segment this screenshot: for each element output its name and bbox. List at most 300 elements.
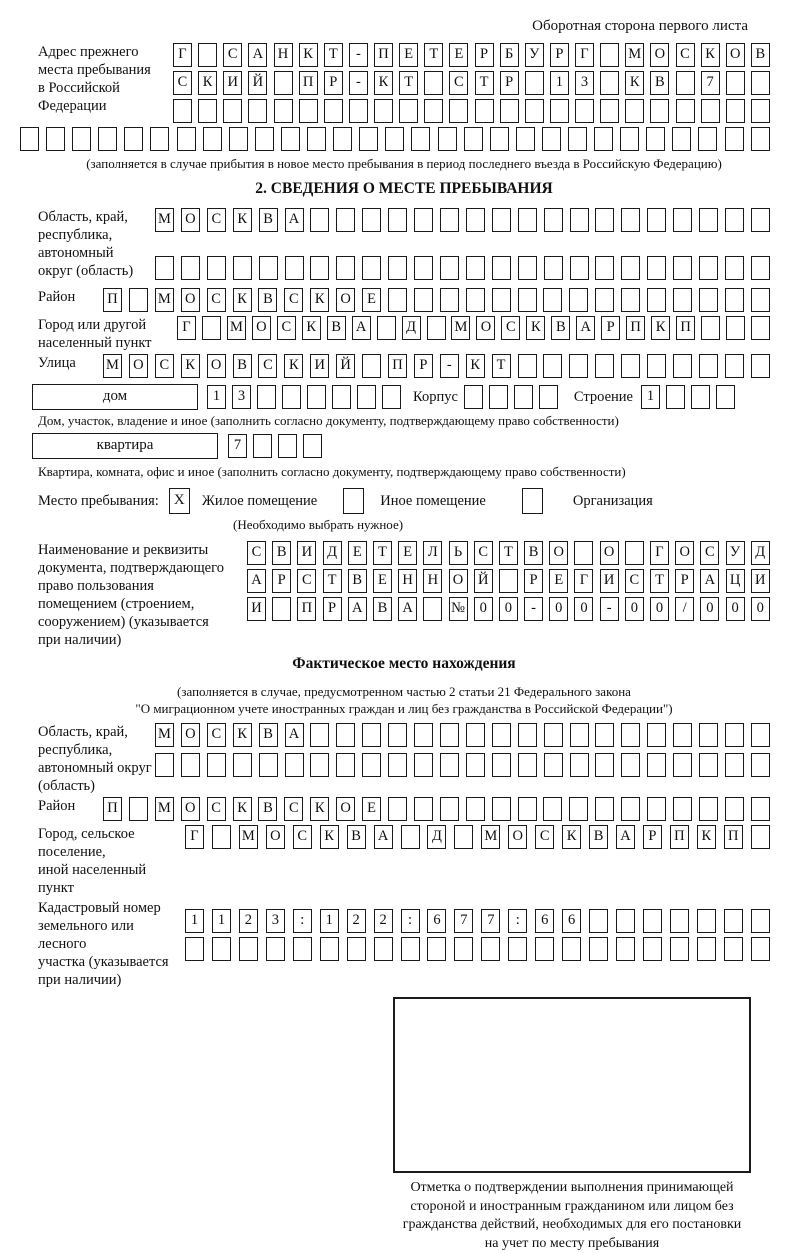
char-cell: С [207,723,226,747]
char-cell [388,288,407,312]
char-cell [673,753,692,777]
char-cell [357,385,376,409]
stroenie-label: Строение [574,384,633,410]
char-cell: С [284,288,303,312]
char-cell: М [481,825,500,849]
char-cell [385,127,404,151]
char-grid-row [155,723,770,747]
char-cell [726,316,745,340]
char-cell: 2 [374,909,393,933]
char-grid-row [103,354,770,378]
label-line: Кадастровый номер [38,899,185,917]
char-grid-row [185,825,770,849]
char-cell: В [751,43,770,67]
char-cell [440,288,459,312]
char-cell: А [348,597,367,621]
checkbox-organization [522,488,543,514]
char-cell [621,723,640,747]
char-cell: Р [272,569,291,593]
char-cell: С [297,569,316,593]
char-cell [310,753,329,777]
char-cell: Р [324,71,343,95]
char-cell [255,127,274,151]
char-cell [670,909,689,933]
char-cell [699,208,718,232]
char-cell [124,127,143,151]
char-cell: К [701,43,720,67]
checkbox-residential: X [169,488,190,514]
house-number-cells [207,385,401,409]
char-cell [518,723,537,747]
char-cell [293,937,312,961]
char-cell [725,256,744,280]
char-cell [595,797,614,821]
char-cell [464,385,483,409]
char-cell: У [525,43,544,67]
char-cell [382,385,401,409]
region-block [38,208,770,284]
char-cell: Г [650,541,669,565]
char-cell: 2 [239,909,258,933]
char-cell: А [398,597,417,621]
char-cell [336,256,355,280]
char-cell [440,256,459,280]
char-cell [414,288,433,312]
char-cell: 7 [481,909,500,933]
char-cell: 0 [474,597,493,621]
char-cell: К [310,797,329,821]
stamp-box [393,997,751,1173]
char-cell [672,127,691,151]
char-cell [518,797,537,821]
char-cell [574,541,593,565]
char-cell: Д [402,316,421,340]
char-cell: Т [373,541,392,565]
char-cell [259,256,278,280]
label-line: иной населенный пункт [38,861,185,897]
char-cell [726,71,745,95]
char-cell [570,208,589,232]
char-cell: 0 [549,597,568,621]
stay-place-note: (Необходимо выбрать нужное) [233,516,770,533]
char-cell: К [284,354,303,378]
apartment-note: Квартира, комната, офис и иное (заполнить согласно документу, подтверждающему право собственности) [38,463,770,480]
char-cell: О [336,797,355,821]
char-cell [181,753,200,777]
char-cell [414,753,433,777]
char-cell: 1 [320,909,339,933]
char-cell [699,288,718,312]
char-cell [725,127,744,151]
char-cell [466,797,485,821]
char-cell [212,825,231,849]
char-cell: М [451,316,470,340]
city-label [38,316,177,352]
char-cell [500,99,519,123]
char-cell: Г [575,43,594,67]
actual-region-label [38,723,155,795]
char-cell [401,825,420,849]
char-cell: О [181,723,200,747]
char-cell: П [670,825,689,849]
char-cell: С [258,354,277,378]
char-cell [621,288,640,312]
char-cell [699,797,718,821]
actual-location-note [38,683,770,717]
char-cell [725,288,744,312]
char-cell [440,208,459,232]
char-cell [698,127,717,151]
char-cell [492,256,511,280]
char-grid-row [185,909,770,933]
char-cell: П [103,797,122,821]
char-cell [307,385,326,409]
char-cell [414,208,433,232]
document-block [38,541,770,649]
char-cell: 7 [701,71,720,95]
char-cell: А [248,43,267,67]
char-cell: М [227,316,246,340]
char-grid-row [173,71,770,95]
char-cell: : [508,909,527,933]
char-cell: : [293,909,312,933]
label-line: Область, край, [38,723,155,741]
label-line: Город или другой [38,316,177,334]
char-cell [673,723,692,747]
char-cell: В [347,825,366,849]
char-cell: Н [398,569,417,593]
char-cell: О [207,354,226,378]
char-cell [466,256,485,280]
section2-title: 2. СВЕДЕНИЯ О МЕСТЕ ПРЕБЫВАНИЯ [38,180,770,198]
char-cell [155,256,174,280]
char-cell: К [233,288,252,312]
char-cell [266,937,285,961]
char-cell [388,723,407,747]
char-cell [466,723,485,747]
char-cell [303,434,322,458]
char-cell: Е [398,541,417,565]
char-cell [207,256,226,280]
char-cell [647,208,666,232]
char-cell [207,753,226,777]
label-line: стороной и иностранным гражданином или лицом без [372,1198,772,1217]
char-cell: 1 [550,71,569,95]
char-cell: О [181,797,200,821]
char-cell [466,288,485,312]
char-cell [203,127,222,151]
char-cell [570,753,589,777]
stay-place-label: Место пребывания: [38,488,159,514]
char-cell [427,316,446,340]
char-cell [449,99,468,123]
char-cell [650,99,669,123]
char-cell: О [252,316,271,340]
char-cell [333,127,352,151]
char-cell: С [223,43,242,67]
char-cell: О [181,208,200,232]
char-cell: 1 [185,909,204,933]
char-cell [285,753,304,777]
char-cell [691,385,710,409]
char-cell [98,127,117,151]
char-cell: П [103,288,122,312]
street-label: Улица [38,354,103,372]
char-cell [620,127,639,151]
char-cell [600,99,619,123]
char-cell: С [501,316,520,340]
char-cell [543,288,562,312]
char-cell [310,256,329,280]
char-cell [595,208,614,232]
char-cell [725,208,744,232]
char-cell [725,753,744,777]
char-cell: 7 [228,434,247,458]
char-cell [150,127,169,151]
char-cell [647,723,666,747]
char-cell [673,256,692,280]
char-cell [525,99,544,123]
char-cell [625,541,644,565]
label-line: населенный пункт [38,334,177,352]
char-grid-row [185,937,770,961]
district-block [38,288,770,316]
char-cell [454,937,473,961]
char-cell [673,288,692,312]
char-cell: К [697,825,716,849]
char-grid-row [247,569,770,593]
char-cell [362,208,381,232]
cadastre-block [38,899,770,989]
char-cell: П [676,316,695,340]
char-cell [621,256,640,280]
char-cell: К [233,208,252,232]
label-line: право пользования [38,577,247,595]
char-cell [347,937,366,961]
char-cell: : [401,909,420,933]
char-cell: Г [173,43,192,67]
char-grid-row [247,541,770,565]
char-cell: Б [500,43,519,67]
char-grid-row [155,753,770,777]
char-cell [751,256,770,280]
char-cell: Р [643,825,662,849]
char-cell: А [285,208,304,232]
char-cell: 0 [700,597,719,621]
char-cell [181,256,200,280]
char-cell [274,99,293,123]
char-cell: В [258,797,277,821]
char-cell [751,753,770,777]
char-cell: О [476,316,495,340]
label-line: места пребывания [38,61,173,79]
char-cell [253,434,272,458]
char-cell [725,797,744,821]
char-cell [362,753,381,777]
char-cell: Р [414,354,433,378]
char-cell: Ц [726,569,745,593]
char-cell: В [589,825,608,849]
char-cell: С [474,541,493,565]
char-cell [310,723,329,747]
char-cell [388,797,407,821]
char-cell [320,937,339,961]
label-line: республика, [38,226,155,244]
char-cell [647,256,666,280]
char-cell: К [625,71,644,95]
char-cell [489,385,508,409]
char-cell [233,753,252,777]
char-cell: К [374,71,393,95]
char-cell [569,797,588,821]
char-cell: Е [362,797,381,821]
char-cell [388,256,407,280]
char-cell [589,909,608,933]
char-cell: 0 [625,597,644,621]
char-cell: Л [423,541,442,565]
char-cell [751,316,770,340]
char-cell [751,71,770,95]
char-cell [724,909,743,933]
char-cell: А [247,569,266,593]
char-cell: В [348,569,367,593]
char-cell: С [247,541,266,565]
char-cell [388,208,407,232]
char-grid-row [103,288,770,312]
char-cell: Д [323,541,342,565]
char-cell [699,753,718,777]
char-cell [724,937,743,961]
char-cell: Т [424,43,443,67]
char-cell: П [724,825,743,849]
label-line: республика, [38,741,155,759]
char-cell [568,127,587,151]
char-cell: 6 [562,909,581,933]
char-cell [411,127,430,151]
char-cell [499,569,518,593]
char-cell: О [726,43,745,67]
char-cell [233,256,252,280]
apartment-box: квартира [32,433,218,459]
char-cell: Й [474,569,493,593]
char-cell [362,256,381,280]
char-cell: Р [323,597,342,621]
char-cell [274,71,293,95]
char-cell: В [259,723,278,747]
char-cell [673,797,692,821]
actual-district-block [38,797,770,825]
char-cell: М [155,208,174,232]
char-cell: О [129,354,148,378]
char-cell [751,937,770,961]
char-cell [544,208,563,232]
char-cell: А [352,316,371,340]
char-cell [248,99,267,123]
char-cell: / [675,597,694,621]
char-cell [670,937,689,961]
char-cell: И [297,541,316,565]
char-cell [751,99,770,123]
char-cell: Е [373,569,392,593]
stroenie-cells [641,385,735,409]
char-cell [701,99,720,123]
char-cell: М [155,723,174,747]
page-header: Оборотная сторона первого листа [38,18,770,35]
char-cell: О [650,43,669,67]
char-cell [647,797,666,821]
char-cell: № [449,597,468,621]
char-cell [173,99,192,123]
label-line: в Российской [38,79,173,97]
char-cell [46,127,65,151]
document-label [38,541,247,649]
char-cell: Т [399,71,418,95]
char-cell: Т [324,43,343,67]
char-cell: В [650,71,669,95]
label-line: округ (область) [38,262,155,280]
char-cell: П [374,43,393,67]
char-cell [212,937,231,961]
char-cell [440,723,459,747]
char-cell [427,937,446,961]
apartment-cells [228,434,322,458]
char-cell [257,385,276,409]
char-cell [544,753,563,777]
char-cell: С [155,354,174,378]
char-grid-row [173,43,770,67]
char-cell [72,127,91,151]
char-cell [438,127,457,151]
char-cell: М [239,825,258,849]
char-cell: С [625,569,644,593]
char-cell [595,256,614,280]
char-cell [423,597,442,621]
char-cell [589,937,608,961]
char-cell: П [297,597,316,621]
char-cell [550,99,569,123]
char-cell [562,937,581,961]
char-cell [621,797,640,821]
char-cell [673,208,692,232]
char-cell: О [508,825,527,849]
char-cell [570,256,589,280]
char-cell [362,723,381,747]
char-cell [223,99,242,123]
char-cell: Й [336,354,355,378]
house-note: Дом, участок, владение и иное (заполнить согласно документу, подтверждающему право собственности) [38,412,770,429]
char-cell [751,127,770,151]
prev-address-grid [173,43,770,127]
char-cell: Т [650,569,669,593]
char-cell [466,208,485,232]
char-cell [751,797,770,821]
char-grid-row [155,256,770,280]
char-cell: С [449,71,468,95]
char-cell: К [651,316,670,340]
char-cell: С [284,797,303,821]
char-cell [481,937,500,961]
char-cell [278,434,297,458]
char-cell: К [310,288,329,312]
char-cell: С [535,825,554,849]
char-cell [625,99,644,123]
char-cell [666,385,685,409]
char-cell: О [181,288,200,312]
char-cell: 0 [751,597,770,621]
char-cell: К [320,825,339,849]
char-cell [751,909,770,933]
char-cell: - [440,354,459,378]
